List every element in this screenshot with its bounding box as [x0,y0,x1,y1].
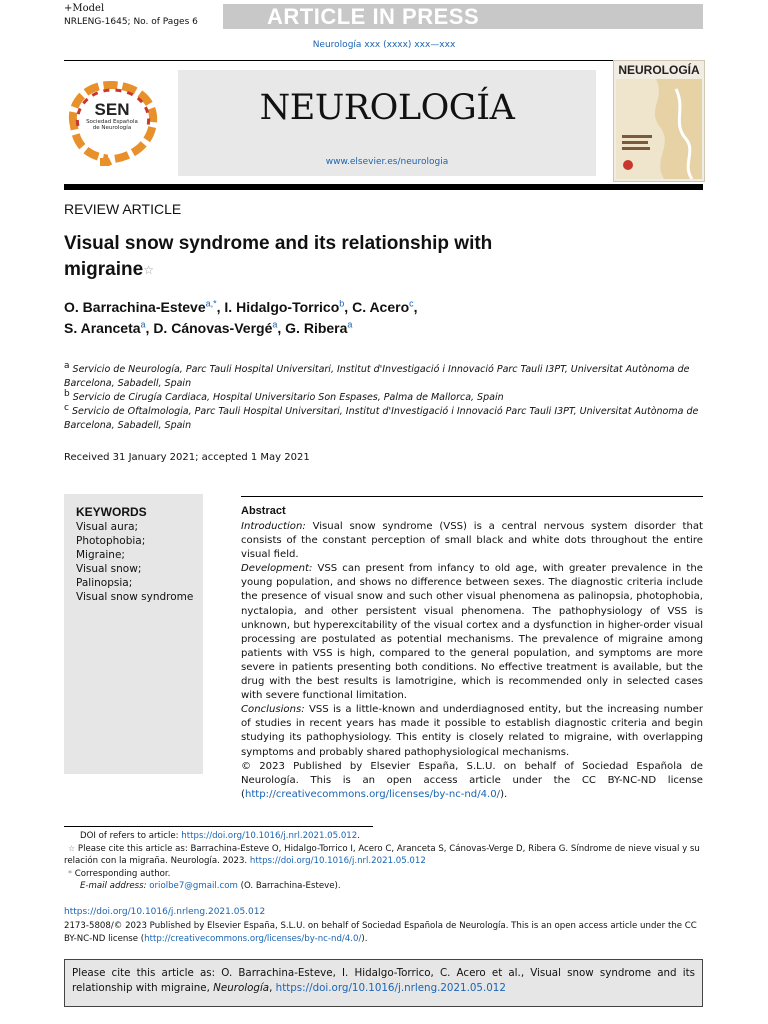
license-link[interactable]: http://creativecommons.org/licenses/by-nc-nd/4.0/ [244,788,501,800]
footnote-corresponding [64,868,704,881]
affiliation-text: Servicio de Cirugía Cardiaca, Hospital Universitario Son Espases, Palma de Mallorca, Spain [72,392,504,403]
author-affil-mark[interactable]: a,* [205,298,217,309]
abstract-introduction [241,520,703,562]
keyword-item: Visual snow syndrome [76,591,194,603]
cover-artwork [616,79,702,179]
logo-abbr: SEN [94,100,130,119]
footnote-email [64,880,704,893]
author-affil-mark[interactable]: a [272,319,278,330]
intro-text: Visual snow syndrome (VSS) is a central nervous system disorder that consists of the constant perception of small black and white dots throughout the entire visual field. [241,521,703,561]
article-doi-link[interactable]: https://doi.org/10.1016/j.nrleng.2021.05.012 [64,907,266,917]
email-link[interactable]: oriolbe7@gmail.com [149,881,238,891]
author-affil-mark[interactable]: a [140,319,146,330]
keywords-list [76,520,193,604]
author-sep: , [277,320,286,336]
concl-label: Conclusions: [241,704,305,716]
author-list [64,297,704,339]
logo-subtitle [64,119,160,131]
affiliation-text: Servicio de Neurología, Parc Tauli Hospital Universitari, Institut d'Investigació i Innovació Parc Tauli I3PT, Universitat Autònoma de Barcelona, Sabadell, Spain [64,364,690,389]
author-sep: , [145,320,154,336]
dev-text: VSS can present from infancy to old age, with greater prevalence in the young population, and shows no difference between sexes. The diagnostic criteria include the presence of visual snow and such other visual phenomena as palinopsia, photophobia, nyctalopia, and other persistent visual phenomena. The pathophysiology of VSS is unknown, but hyperexcitability of the visual cortex and a dysfunction in higher-order visual processing are postulated as potential mechanisms. The prevalence of migraine among patients with VSS is high, compared to the general population, and symptoms are more severe in patients presenting both conditions. No effective treatment is available, but the drug with the best results is lamotrigine, which is recommended only in selected cases with severe functional limitation. [241,563,703,702]
abstract-conclusions [241,703,703,759]
copy-end: ). [361,933,368,944]
author-sep: , [413,299,418,315]
cite-link[interactable]: https://doi.org/10.1016/j.nrl.2021.05.012 [249,856,426,866]
citebox-sep: , [269,982,276,994]
author-name: C. Acero [352,299,410,315]
keyword-item: Visual aura; [76,521,139,533]
author-sep: , [344,299,353,315]
author-affil-mark[interactable]: c [409,298,414,309]
header-thick-rule [64,184,703,190]
journal-url-link[interactable]: www.elsevier.es/neurologia [325,157,449,167]
dev-label: Development: [241,563,313,575]
copy-license-link[interactable]: http://creativecommons.org/licenses/by-nc-nd/4.0/ [144,933,362,944]
affiliation-mark: a [64,360,70,371]
citebox-text: Please cite this article as: O. Barrachina-Esteve, I. Hidalgo-Torrico, C. Acero et al., Visual snow syndrome and its relationship with migraine, [72,967,695,994]
keyword-item: Palinopsia; [76,577,133,589]
corresponding-symbol: * [68,868,72,878]
keyword-item: Photophobia; [76,535,146,547]
article-title [64,231,564,283]
email-label: E-mail address: [80,881,147,891]
title-line-1: Visual snow syndrome and its relationship with [64,233,493,254]
header-rule [64,60,703,61]
affiliation-mark: b [64,388,70,399]
title-footnote-star[interactable]: ☆ [143,263,154,277]
abstract-body [241,520,703,802]
affiliation-item [64,388,704,405]
doi-ref-label: DOI of refers to article: [80,831,182,841]
affiliations [64,360,704,433]
title-line-2: migraine [64,259,144,280]
author-name: O. Barrachina-Esteve [64,299,206,315]
affiliation-item [64,360,704,391]
author-name: I. Hidalgo-Torrico [224,299,340,315]
citebox-doi-link[interactable]: https://doi.org/10.1016/j.nrleng.2021.05.012 [275,982,506,994]
footnotes [64,830,704,893]
doi-ref-end: . [357,831,360,841]
email-name: (O. Barrachina-Esteve). [237,881,341,891]
footnote-doi-ref [64,830,704,843]
journal-cover-image [613,60,705,182]
keyword-item: Migraine; [76,549,125,561]
cite-text: Please cite this article as: Barrachina-Esteve O, Hidalgo-Torrico I, Acero C, Aranceta S, Cánovas-Verge D, Ribera G. Síndrome de nieve visual y su relación con la migraña. Neurología. 2023. [64,843,700,866]
corresponding-text: Corresponding author. [74,868,171,879]
author-sep: , [216,299,225,315]
author-name: S. Aranceta [64,320,141,336]
article-type: REVIEW ARTICLE [64,201,182,217]
cite-star-symbol: ☆ [68,843,76,853]
journal-issue-line: Neurología xxx (xxxx) xxx—xxx [312,40,456,50]
affiliation-item [64,402,704,433]
abstract-heading: Abstract [241,505,286,517]
footnote-cite [64,843,704,868]
received-dates: Received 31 January 2021; accepted 1 May 2021 [64,452,310,463]
abstract-development [241,562,703,703]
abstract-rule [241,496,703,497]
article-in-press-text: ARTICLE IN PRESS [267,4,480,29]
affiliation-text: Servicio de Oftalmologia, Parc Tauli Hospital Universitari, Institut d'Investigació i Innovació Parc Tauli I3PT, Universitat Autònoma de Barcelona, Sabadell, Spain [64,406,699,431]
copyright-end: ). [500,788,508,800]
copyright-footnote [64,920,704,945]
author-affil-mark[interactable]: a [347,319,353,330]
doi-ref-link[interactable]: https://doi.org/10.1016/j.nrl.2021.05.012 [181,831,358,841]
logo-line-1: Sociedad Española [86,119,138,125]
journal-name: NEUROLOGÍA [259,88,515,128]
affiliation-mark: c [64,402,69,413]
footnote-rule [64,826,373,827]
abstract-copyright [241,760,703,802]
manuscript-meta: NRLENG-1645; No. of Pages 6 [64,17,198,27]
model-label: +Model [64,3,105,14]
copy-text: 2173-5808/© 2023 Published by Elsevier España, S.L.U. on behalf of Sociedad Española de Neurología. This is an open access article under the CC BY-NC-ND license ( [64,921,697,944]
keywords-heading: KEYWORDS [76,505,147,519]
author-name: D. Cánovas-Vergé [153,320,273,336]
concl-text: VSS is a little-known and underdiagnosed entity, but the increasing number of studies in recent years has made it possible to establish diagnostic criteria and begin studying its pathophysiology. This entity is closely related to migraine, with overlapping symptoms and probably shared pathophysiological mechanisms. [241,704,703,758]
author-name: G. Ribera [285,320,348,336]
intro-label: Introduction: [241,521,306,532]
cover-title: NEUROLOGÍA [618,63,700,77]
cite-box-text [72,966,695,996]
author-affil-mark[interactable]: b [339,298,345,309]
citebox-journal: Neurología [213,982,270,994]
keyword-item: Visual snow; [76,563,142,575]
copyright-text: © 2023 Published by Elsevier España, S.L.U. on behalf of Sociedad Española de Neurología. This is an open access article under the CC BY-NC-ND license ( [241,760,703,800]
logo-line-2: de Neurología [92,125,132,131]
